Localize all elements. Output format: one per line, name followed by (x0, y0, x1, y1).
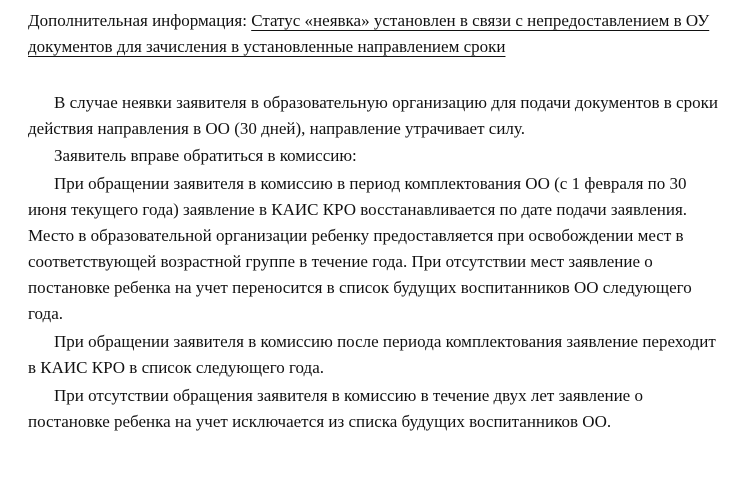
additional-info (28, 8, 718, 60)
paragraph-commission-intro: Заявитель вправе обратиться в комиссию: (54, 146, 357, 165)
document-page (0, 8, 744, 495)
paragraph-no-appeal: При отсутствии обращения заявителя в комиссию в течение двух лет заявление о постановке ребенка на учет исключается из списка будущих воспитанников ОО. (28, 386, 643, 431)
paragraph-no-show-rule: В случае неявки заявителя в образовательную организацию для подачи документов в сроки действия направления в ОО (30 дней), направление утрачивает силу. (28, 93, 718, 138)
document-body (28, 90, 730, 435)
paragraph-commission-after-period: При обращении заявителя в комиссию после периода комплектования заявление переходит в КАИС КРО в список следующего года. (28, 332, 716, 377)
additional-info-label: Дополнительная информация: (28, 11, 247, 30)
additional-info-value: Статус «неявка» установлен в связи с непредоставлением в ОУ документов для зачисления в установленные направлением сроки (28, 11, 710, 56)
paragraph-commission-during-period: При обращении заявителя в комиссию в период комплектования ОО (с 1 февраля по 30 июня текущего года) заявление в КАИС КРО восстанавливается по дате подачи заявления. Место в образовательной организации ребенку предоставляется при освобождении мест в соответствующей возрастной группе в течение года. При отсутствии мест заявление о постановке ребенка на учет переносится в список будущих воспитанников ОО следующего года. (28, 174, 692, 323)
